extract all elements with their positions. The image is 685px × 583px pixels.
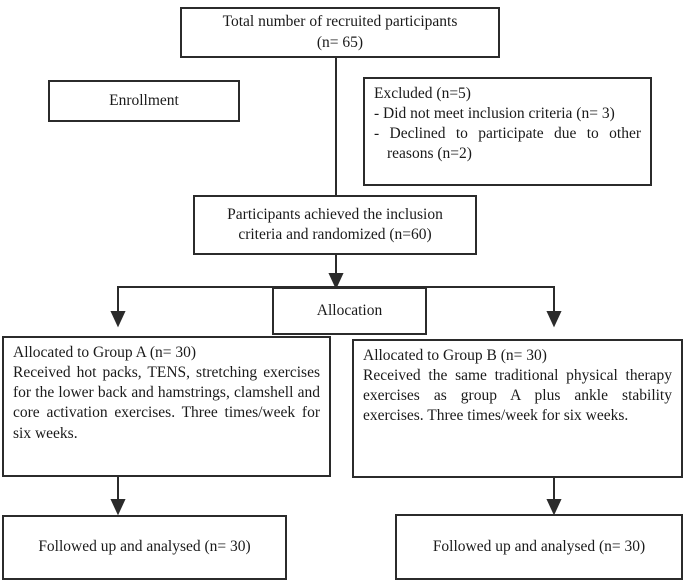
recruited-participants-box — [180, 7, 500, 58]
excluded-title: Excluded (n=5) — [374, 85, 471, 102]
group-a-title: Allocated to Group A (n= 30) — [13, 344, 197, 361]
excluded-reason-2: - Declined to participate due to other reasons (n=2) — [374, 125, 641, 163]
followup-group-b-label: Followed up and analysed (n= 30) — [432, 537, 646, 555]
randomized-line-2: criteria and randomized (n=60) — [238, 226, 432, 243]
excluded-box — [363, 77, 652, 186]
randomized-box — [193, 195, 477, 255]
excluded-reason-1: - Did not meet inclusion criteria (n= 3) — [374, 105, 615, 123]
allocation-stage-box — [272, 287, 427, 335]
arrow-branch-to-group-a-head — [112, 312, 124, 325]
followup-group-a-label: Followed up and analysed (n= 30) — [38, 538, 251, 556]
group-a-description: Received hot packs, TENS, stretching exercises for the lower back and hamstrings, clamshell and core activation exercises. Three times/week for six weeks. — [13, 364, 320, 442]
followup-group-a-box — [2, 515, 287, 580]
group-b-description: Received the same traditional physical therapy exercises as group A plus ankle stability exercises. Three times/week for six weeks. — [363, 367, 672, 425]
allocation-label: Allocation — [316, 301, 383, 319]
followup-group-b-box — [395, 514, 683, 580]
group-b-title: Allocated to Group B (n= 30) — [363, 347, 547, 364]
recruited-count: (n= 65) — [316, 33, 364, 51]
enrollment-stage-box — [48, 80, 240, 122]
group-b-box — [352, 339, 683, 478]
recruited-line-1: Total number of recruited participants — [222, 13, 458, 31]
group-a-box — [2, 336, 331, 477]
arrow-group-b-to-followup-head — [548, 500, 560, 513]
arrow-randomized-to-allocation-head — [330, 274, 342, 287]
randomized-line-1: Participants achieved the inclusion — [227, 205, 443, 223]
arrow-group-a-to-followup-head — [112, 500, 124, 513]
enrollment-label: Enrollment — [109, 91, 179, 109]
arrow-branch-to-group-b-head — [548, 312, 560, 325]
